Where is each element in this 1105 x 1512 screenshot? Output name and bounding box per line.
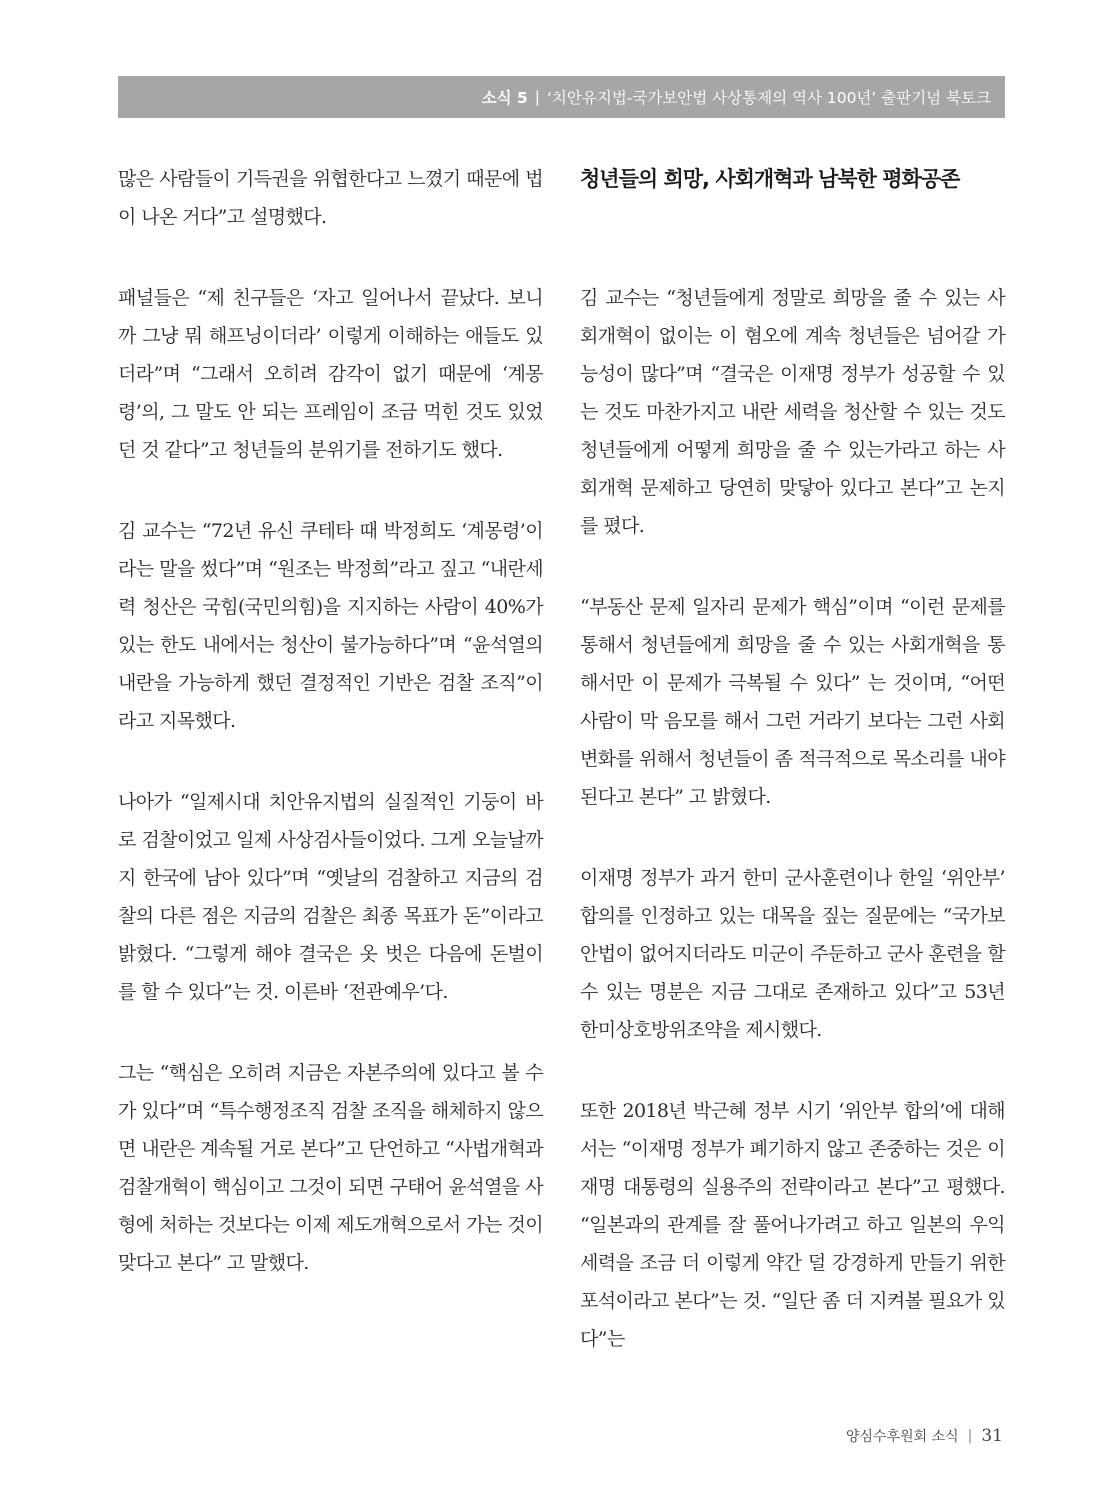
header-section-label: 소식 5	[481, 89, 528, 107]
body-paragraph: 김 교수는 “72년 유신 쿠테타 때 박정희도 ‘계몽령’이라는 말을 썼다”며 “원조는 박정희”라고 짚고 “내란세력 청산은 국힘(국민의힘)을 지지하는 사람이 40%가 있는 한도 내에서는 청산이 불가능하다”며 “윤석열의 내란을 가능하게 했던 결정적인 기반은 검찰 조직”이라고 지목했다.	[118, 520, 543, 732]
footer-publication-name: 양심수후원회 소식	[845, 1429, 959, 1445]
body-paragraph: 그는 “핵심은 오히려 지금은 자본주의에 있다고 볼 수가 있다”며 “특수행정조직 검찰 조직을 해체하지 않으면 내란은 계속될 거로 본다”고 단언하고 “사법개혁과 검찰개혁이 핵심이고 그것이 되면 구태어 윤석열을 사형에 처하는 것보다는 이제 제도개혁으로서 가는 것이 맞다고 본다” 고 말했다.	[118, 1062, 543, 1274]
section-heading: 청년들의 희망, 사회개혁과 남북한 평화공존	[580, 167, 960, 191]
body-paragraph: 김 교수는 “청년들에게 정말로 희망을 줄 수 있는 사회개혁이 없이는 이 혐오에 계속 청년들은 넘어갈 가능성이 많다”며 “결국은 이재명 정부가 성공할 수 있는 것도 마찬가지고 내란 세력을 청산할 수 있는 것도 청년들에게 어떻게 희망을 줄 수 있는가라고 하는 사회개혁 문제하고 당연히 맞닿아 있다고 본다”고 논지를 폈다.	[580, 287, 1005, 537]
footer-divider: |	[967, 1428, 973, 1444]
body-paragraph: 나아가 “일제시대 치안유지법의 실질적인 기둥이 바로 검찰이었고 일제 사상검사들이었다. 그게 오늘날까지 한국에 남아 있다”며 “옛날의 검찰하고 지금의 검찰의 다른 점은 지금의 검찰은 최종 목표가 돈”이라고 밝혔다. “그렇게 해야 결국은 옷 벗은 다음에 돈벌이를 할 수 있다”는 것. 이른바 ‘전관예우’다.	[118, 791, 543, 1003]
page-number: 31	[981, 1426, 1003, 1446]
running-header	[118, 76, 1005, 118]
page-footer	[846, 1426, 1003, 1446]
body-paragraph: 패널들은 “제 친구들은 ‘자고 일어나서 끝났다. 보니까 그냥 뭐 해프닝이더라’ 이렇게 이해하는 애들도 있더라”며 “그래서 오히려 감각이 없기 때문에 ‘계몽령’의, 그 말도 안 되는 프레임이 조금 먹힌 것도 있었던 것 같다”고 청년들의 분위기를 전하기도 했다.	[118, 287, 543, 461]
header-article-title: ‘치안유지법-국가보안법 사상통제의 역사 100년’ 출판기념 북토크	[547, 89, 991, 107]
left-column	[118, 160, 543, 1325]
right-column	[580, 160, 1005, 1401]
body-paragraph: “부동산 문제 일자리 문제가 핵심”이며 “이런 문제를 통해서 청년들에게 희망을 줄 수 있는 사회개혁을 통해서만 이 문제가 극복될 수 있다” 는 것이며, “어떤 사람이 막 음모를 해서 그런 거라기 보다는 그런 사회 변화를 위해서 청년들이 좀 적극적으로 목소리를 내야 된다고 본다” 고 밝혔다.	[580, 596, 1005, 808]
body-paragraph: 많은 사람들이 기득권을 위협한다고 느꼈기 때문에 법이 나온 거다”고 설명했다.	[118, 168, 543, 228]
body-paragraph: 또한 2018년 박근혜 정부 시기 ‘위안부 합의’에 대해서는 “이재명 정부가 폐기하지 않고 존중하는 것은 이재명 대통령의 실용주의 전략이라고 본다”고 평했다. “일본과의 관계를 잘 풀어나가려고 하고 일본의 우익 세력을 조금 더 이렇게 약간 덜 강경하게 만들기 위한 포석이라고 본다”는 것. “일단 좀 더 지켜볼 필요가 있다”는	[580, 1100, 1005, 1350]
body-paragraph: 이재명 정부가 과거 한미 군사훈련이나 한일 ‘위안부’ 합의를 인정하고 있는 대목을 짚는 질문에는 “국가보안법이 없어지더라도 미군이 주둔하고 군사 훈련을 할 수 있는 명분은 지금 그대로 존재하고 있다”고 53년 한미상호방위조약을 제시했다.	[580, 867, 1005, 1041]
header-separator: |	[534, 88, 540, 106]
